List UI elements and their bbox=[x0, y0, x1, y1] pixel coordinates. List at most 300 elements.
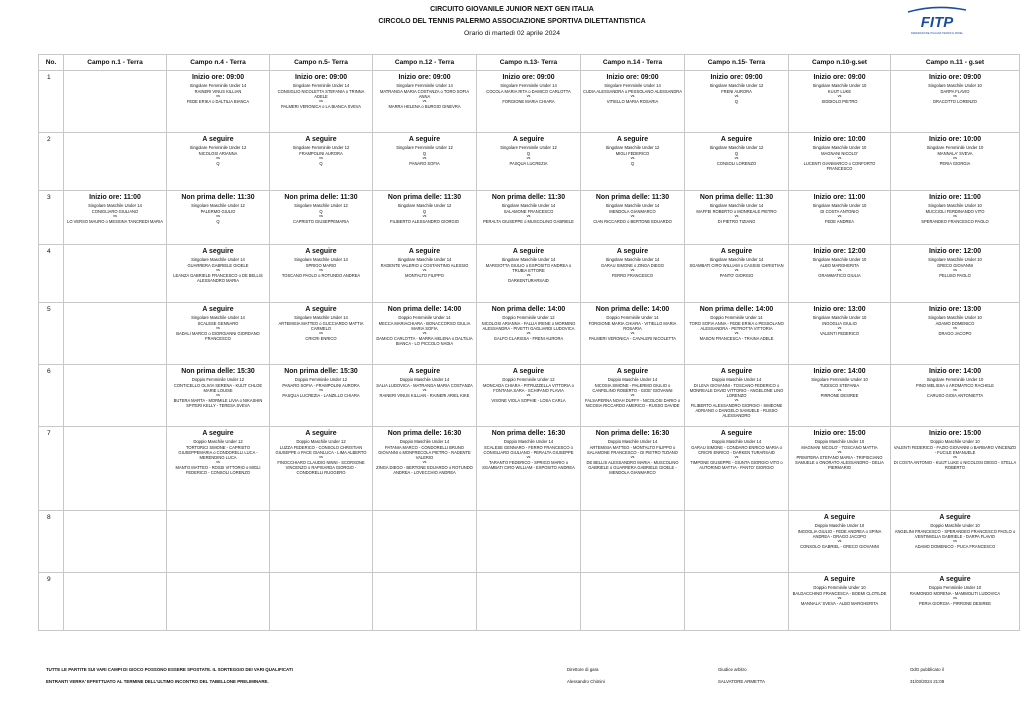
empty-cell bbox=[64, 71, 167, 133]
versus-label: vs bbox=[319, 455, 323, 459]
match-time: Inizio ore: 11:00 bbox=[929, 194, 981, 201]
match-category: Singolare Maschile Under 14 bbox=[294, 257, 348, 262]
match-category: Singolare Maschile Under 14 bbox=[501, 203, 556, 208]
match-category: Doppio Maschile Under 10 bbox=[814, 523, 865, 528]
player-two: FEDE ERIKA o DALTILIA BIANCA bbox=[186, 99, 250, 104]
player-two: GRAMMATICO GIULIA bbox=[818, 273, 861, 278]
player-two: DI PIETRO TIZIANO bbox=[717, 219, 756, 224]
player-one: Q bbox=[422, 151, 427, 156]
column-header-court: Campo n.13- Terra bbox=[477, 55, 581, 71]
match-time: A seguire bbox=[616, 136, 649, 143]
player-one: SCALESE GENNARO - FERRO FRANCESCO o CONIGLIARO GIULIANO - PERALTA GIUSEPPE bbox=[483, 445, 574, 455]
empty-cell bbox=[167, 573, 270, 631]
match-time: A seguire bbox=[939, 514, 971, 521]
match-time: Non prima delle: 14:00 bbox=[699, 306, 774, 313]
versus-label: vs bbox=[422, 268, 427, 272]
match-time: A seguire bbox=[720, 368, 753, 375]
match-category: Singolare Maschile Under 14 bbox=[191, 315, 245, 320]
match-time: A seguire bbox=[408, 368, 441, 375]
empty-cell bbox=[373, 511, 477, 573]
match-category: Doppio Maschile Under 14 bbox=[399, 439, 450, 444]
match-category: Singolare Femminile Under 14 bbox=[396, 83, 453, 88]
match-cell bbox=[789, 427, 891, 511]
match-time: Inizio ore: 09:00 bbox=[191, 74, 245, 81]
player-two: FALSAPERNA NOAH DUFFY - NICOLOSI DARIO o NICOSIA RICCARDO AMERICO - RUSSO DAVIDE bbox=[584, 398, 680, 408]
versus-label: vs bbox=[630, 214, 635, 218]
player-one: ADAMO DOMENICO bbox=[935, 321, 975, 326]
player-two: MARRA HELENA o BURGIO GINEVRA bbox=[388, 104, 461, 109]
match-category: Doppio Maschile Under 10 bbox=[930, 439, 980, 444]
match-category: Singolare Maschile Under 14 bbox=[397, 257, 452, 262]
player-one: ARTEMISIA MATTEO o GUCCIARDO MATTIA CARMELO bbox=[278, 321, 364, 331]
row-number: 2 bbox=[39, 133, 64, 191]
match-cell bbox=[891, 365, 1020, 427]
player-one: SPRIGO MARIO bbox=[305, 263, 337, 268]
player-two: CRICRI ENRICO bbox=[305, 336, 337, 341]
versus-label: vs bbox=[630, 393, 635, 397]
match-cell bbox=[891, 245, 1020, 303]
player-one: MENDOLA GIANMARCO bbox=[609, 209, 656, 214]
match-time: A seguire bbox=[823, 576, 856, 583]
referee-name: SALVATORE ARMETTA bbox=[718, 679, 765, 684]
versus-label: vs bbox=[216, 214, 220, 218]
versus-label: vs bbox=[734, 156, 739, 160]
column-header-court: Campo n.5- Terra bbox=[270, 55, 373, 71]
player-two: CONSOLI LORENZO bbox=[716, 161, 757, 166]
versus-label: vs bbox=[630, 331, 635, 335]
match-time: A seguire bbox=[408, 136, 441, 143]
empty-cell bbox=[581, 573, 685, 631]
match-time: A seguire bbox=[202, 136, 234, 143]
match-time: Inizio ore: 09:00 bbox=[928, 74, 982, 81]
versus-label: vs bbox=[526, 393, 531, 397]
published-label: OdG pubblicato il bbox=[910, 667, 944, 672]
player-one: TUDISCO STEFANIA bbox=[819, 383, 860, 388]
player-two: ZINGA DIEGO - BERTONE EDUARDO o ROTUNDO ANDREA - LOVECCHIO ANDREA bbox=[376, 465, 473, 475]
versus-label: vs bbox=[953, 326, 957, 330]
match-category: Singolare Femminile Under 14 bbox=[500, 83, 557, 88]
match-time: Inizio ore: 09:00 bbox=[294, 74, 348, 81]
column-header-court: Campo n.12 - Terra bbox=[373, 55, 477, 71]
versus-label: vs bbox=[216, 460, 220, 464]
player-two: LUCENTI GIANMARCO o CONFORTO FRANCESCO bbox=[803, 161, 876, 171]
versus-label: vs bbox=[422, 156, 427, 160]
match-cell bbox=[581, 365, 685, 427]
fitp-logo-icon bbox=[906, 6, 968, 42]
match-category: Singolare Femminile Under 12 bbox=[292, 145, 350, 150]
match-time: Inizio ore: 10:00 bbox=[813, 136, 866, 143]
player-two: VISONE VIOLA SOPHIE - LOSA CARLA bbox=[491, 398, 566, 403]
referee-label: Giudice arbitro bbox=[718, 667, 747, 672]
empty-cell bbox=[167, 511, 270, 573]
player-one: VALENTI FEDERICO - FAZIO GIOVANNI o BARBARO VINCENZO - FUCILE EMANUELE bbox=[893, 445, 1017, 455]
versus-label: vs bbox=[837, 388, 842, 392]
match-category: Singolare Maschile Under 10 bbox=[928, 83, 982, 88]
match-time: Inizio ore: 12:00 bbox=[813, 248, 866, 255]
match-cell bbox=[789, 303, 891, 365]
match-category: Singolare Femminile Under 12 bbox=[189, 145, 247, 150]
player-one: RAINERI VINUS KILLIAN bbox=[194, 89, 242, 94]
match-category: Singolare Maschile Under 12 bbox=[605, 145, 660, 150]
player-one: RADENTE VALERIO o COSTANTINO ALESSIO bbox=[380, 263, 469, 268]
player-two: PANARO SOFIA bbox=[409, 161, 440, 166]
match-cell bbox=[477, 303, 581, 365]
table-row bbox=[39, 191, 1020, 245]
empty-cell bbox=[64, 573, 167, 631]
player-two: VITIELLO MARIA ROSARIA bbox=[606, 99, 659, 104]
player-one: NICOSIA SIMONE - PALERMO GIULIO o CANFELINO ROBERTO - GIOE' GIOVANNI bbox=[592, 383, 673, 393]
match-category: Doppio Maschile Under 14 bbox=[711, 439, 762, 444]
match-time: Inizio ore: 09:00 bbox=[813, 74, 866, 81]
table-header-row bbox=[39, 55, 1020, 71]
player-two: PERIA GIORGIA bbox=[939, 161, 971, 166]
match-cell bbox=[789, 71, 891, 133]
versus-label: vs bbox=[734, 214, 739, 218]
table-row bbox=[39, 71, 1020, 133]
player-two: Q bbox=[319, 161, 323, 166]
match-cell bbox=[891, 71, 1020, 133]
match-time: Non prima delle: 11:30 bbox=[284, 194, 358, 201]
match-cell bbox=[581, 133, 685, 191]
match-category: Doppio Maschile Under 10 bbox=[930, 523, 980, 528]
versus-label: vs bbox=[953, 455, 957, 459]
player-one: TORO SOFIA ANNA - FEDE ERIKA o PESSOLANO ALESSANDRA - PETROTTA VITTORIA bbox=[689, 321, 784, 331]
player-one: PALERMO GIULIO bbox=[200, 209, 236, 214]
player-two: FILIBERTO ALESSANDRO GIORGIO - SIMEONE ADRIANO o DANGELO SAMUELE - RUSSO ALESSANDRO bbox=[690, 403, 783, 418]
player-two: PERIA GIORGIA - PIRRONE DESIREE bbox=[919, 601, 991, 606]
match-cell bbox=[477, 365, 581, 427]
player-one: Q bbox=[319, 209, 323, 214]
match-category: Doppio Maschile Under 14 bbox=[399, 377, 450, 382]
match-category: Doppio Femminile Under 14 bbox=[606, 315, 659, 320]
match-cell bbox=[581, 191, 685, 245]
empty-cell bbox=[685, 573, 789, 631]
player-two: PIRRONE DESIREE bbox=[820, 393, 859, 398]
match-cell bbox=[373, 365, 477, 427]
versus-label: vs bbox=[734, 398, 739, 402]
player-two: DE BELLIS ALESSANDRO MARIA - MUSCOLINO GABRIELE o GUARRERA GABRIELE GIOELE - MENDOLA GIANMARCO bbox=[586, 460, 679, 475]
versus-label: vs bbox=[837, 268, 842, 272]
match-time: Non prima delle: 11:30 bbox=[699, 194, 774, 201]
column-header-court: Campo n.14 - Terra bbox=[581, 55, 685, 71]
match-cell bbox=[373, 303, 477, 365]
match-category: Singolare Maschile Under 10 bbox=[812, 145, 867, 150]
player-two: PERALTA GIUSEPPE o MUSCOLINO GABRIELE bbox=[483, 219, 574, 224]
match-time: Non prima delle: 16:30 bbox=[387, 430, 462, 437]
match-time: A seguire bbox=[408, 248, 441, 255]
column-header-court: Campo n.11 - g.set bbox=[891, 55, 1020, 71]
player-one: MUCCIOLI FERDINANDO VITO bbox=[925, 209, 985, 214]
match-category: Singolare Maschile Under 14 bbox=[294, 315, 348, 320]
match-category: Singolare Maschile Under 10 bbox=[812, 257, 867, 262]
player-one: MIGLI FEDERICO bbox=[615, 151, 650, 156]
versus-label: vs bbox=[526, 331, 531, 335]
logo-wordmark: FITP bbox=[920, 14, 954, 31]
player-one: GUARRERA GABRIELE GIOELE bbox=[187, 263, 249, 268]
match-time: Non prima delle: 11:30 bbox=[491, 194, 566, 201]
match-category: Doppio Femminile Under 10 bbox=[813, 585, 866, 590]
row-number: 5 bbox=[39, 303, 64, 365]
player-one: CONIGLIARO GIULIANO bbox=[91, 209, 139, 214]
match-time: A seguire bbox=[720, 430, 753, 437]
empty-cell bbox=[477, 573, 581, 631]
versus-label: vs bbox=[319, 268, 323, 272]
match-time: Inizio ore: 11:00 bbox=[89, 194, 141, 201]
match-cell bbox=[891, 303, 1020, 365]
fitp-logo bbox=[906, 6, 968, 42]
player-two: CAPRISTO GIUSEPPEMARIA bbox=[293, 219, 349, 224]
versus-label: vs bbox=[630, 268, 635, 272]
match-category: Singolare Maschile Under 14 bbox=[605, 203, 660, 208]
row-number: 7 bbox=[39, 427, 64, 511]
player-one: MANNALA' SVEVA bbox=[937, 151, 973, 156]
match-cell bbox=[477, 133, 581, 191]
match-cell bbox=[373, 245, 477, 303]
player-one: INGOGLIA GIULIO - FEDE ANDREA o SPINA ANDREA - DRAGO JACOPO bbox=[797, 529, 882, 539]
versus-label: vs bbox=[734, 331, 739, 335]
page-header bbox=[0, 4, 1024, 40]
player-two: MANTO MATTEO - ROSSI VITTORIO o MIGLI FEDERICO - CONSOLI LORENZO bbox=[175, 465, 261, 475]
match-time: Inizio ore: 10:00 bbox=[928, 136, 982, 143]
versus-label: vs bbox=[630, 94, 635, 98]
player-two: MASON FRANCESCA - TRAINA ADELE bbox=[699, 336, 774, 341]
match-category: Doppio Femminile Under 12 bbox=[502, 377, 555, 382]
player-one: CUDIA ALESSANDRA o PESSOLANO ALESSANDRA bbox=[583, 89, 682, 94]
player-two: FORGIONE MARIA CHIARA bbox=[502, 99, 555, 104]
versus-label: vs bbox=[837, 539, 842, 543]
match-category: Singolare Maschile Under 12 bbox=[294, 203, 348, 208]
match-category: Singolare Maschile Under 10 bbox=[812, 83, 867, 88]
match-cell bbox=[270, 133, 373, 191]
director-name: Alessandro Chimini bbox=[567, 679, 605, 684]
player-one: COCOLA MARIA RITA o DAMICO CARLOTTA bbox=[486, 89, 571, 94]
player-one: GARAU SIMONE o ZINGA DIEGO bbox=[600, 263, 664, 268]
player-one: FORGIONE MARIA CHIARA - VITIELLO MARIA ROSARIA bbox=[588, 321, 677, 331]
player-two: ADAMO DOMENICO - PUCA FRANCESCO bbox=[914, 544, 996, 549]
player-two: TIMPONE GIUSEPPE - GIUNTA GIORGIO VITO o AUTORINO MATTIA - PANTO' GIORGIO bbox=[690, 460, 783, 470]
empty-cell bbox=[270, 573, 373, 631]
column-header-court: Campo n.4 - Terra bbox=[167, 55, 270, 71]
match-time: Inizio ore: 13:00 bbox=[813, 306, 866, 313]
player-one: KUIJT LUKE bbox=[827, 89, 852, 94]
match-time: A seguire bbox=[823, 514, 856, 521]
match-time: A seguire bbox=[512, 136, 545, 143]
match-category: Singolare Femminile Under 14 bbox=[189, 83, 247, 88]
match-time: Non prima delle: 11:30 bbox=[387, 194, 462, 201]
player-two: LO VERSO MAURO o MESSINA TANCREDI MARIA bbox=[67, 219, 163, 224]
match-time: A seguire bbox=[305, 136, 337, 143]
match-time: Inizio ore: 09:00 bbox=[502, 74, 555, 81]
match-cell bbox=[891, 511, 1020, 573]
empty-cell bbox=[477, 511, 581, 573]
player-two: FERRO FRANCESCO bbox=[611, 273, 654, 278]
player-two: PELUSO PAOLO bbox=[939, 273, 971, 278]
player-two: GALFO CLARISSA - FRENI AURORA bbox=[493, 336, 564, 341]
player-one: Q bbox=[526, 151, 531, 156]
match-category: Singolare Femminile Under 14 bbox=[292, 83, 350, 88]
match-cell bbox=[685, 245, 789, 303]
player-one: ARTEMISIA MATTEO - MONTALTO FILIPPO o SALAMONE FRANCESCO - DI PIETRO TIZIANO bbox=[587, 445, 678, 455]
match-category: Singolare Maschile Under 10 bbox=[928, 203, 982, 208]
versus-label: vs bbox=[319, 156, 323, 160]
match-category: Singolare Maschile Under 12 bbox=[397, 203, 452, 208]
match-cell bbox=[477, 191, 581, 245]
versus-label: vs bbox=[216, 94, 220, 98]
player-one: MAGNANI NICOLO' bbox=[821, 151, 858, 156]
versus-label: vs bbox=[953, 388, 957, 392]
match-category: Doppio Maschile Under 14 bbox=[607, 377, 658, 382]
player-two: TARANTO FEDERICO - SPRIGO MARIO o SGAMBATI CIRO WILLIAM - ESPOSITO ANDREA bbox=[482, 460, 575, 470]
player-two: MANNALA' SVEVA - ALBO MARGHERITA bbox=[800, 601, 879, 606]
schedule-date: Orario di martedì 02 aprile 2024 bbox=[464, 30, 560, 37]
match-category: Singolare Maschile Under 10 bbox=[812, 203, 867, 208]
match-time: Inizio ore: 13:00 bbox=[928, 306, 982, 313]
versus-label: vs bbox=[734, 268, 739, 272]
player-one: PINO MELISSA o AROMATICO RACHELE bbox=[916, 383, 994, 388]
match-category: Singolare Maschile Under 12 bbox=[709, 83, 764, 88]
row-number: 1 bbox=[39, 71, 64, 133]
row-number: 6 bbox=[39, 365, 64, 427]
player-one: MAFFEI ROBERTO o MONREALE PIETRO bbox=[696, 209, 777, 214]
match-cell bbox=[891, 191, 1020, 245]
row-number: 9 bbox=[39, 573, 64, 631]
match-category: Doppio Maschile Under 12 bbox=[193, 439, 243, 444]
match-time: Inizio ore: 09:00 bbox=[606, 74, 659, 81]
player-two: FILIBERTO ALESSANDRO GIORGIO bbox=[389, 219, 459, 224]
player-two: BUTERA MARTA - MORMILE LIVIA o NIKASHIN SPITERI KELLY - TERESA SVEVA bbox=[173, 398, 263, 408]
player-two: Q bbox=[216, 161, 220, 166]
match-cell bbox=[789, 245, 891, 303]
column-header-court: Campo n.15- Terra bbox=[685, 55, 789, 71]
player-two: FINOCCHIARO CLAUDIO NINNI - SCORSONE VINCENZO o RAPISARDA GIORGIO - CONDORELLI RUGGERO bbox=[277, 460, 365, 475]
match-cell bbox=[270, 245, 373, 303]
player-two: PALMERI VERONICA o LA BIANCA SVEVA bbox=[281, 104, 361, 109]
player-two: RAINERI VINUS KILLIAN - RAINERI ARIEL KIKE bbox=[379, 393, 470, 398]
published-date: 31/03/2024 21:08 bbox=[910, 679, 945, 684]
empty-cell bbox=[64, 245, 167, 303]
director-label: Direttore di gara bbox=[567, 667, 599, 672]
match-category: Singolare Femminile Under 10 bbox=[926, 377, 984, 382]
match-category: Doppio Femminile Under 12 bbox=[502, 315, 555, 320]
player-one: ANGELINI FRANCESCO - SPERANDEO FRANCESCO PAOLO o VENTIMIGLIA GABRIELE - DARPA FLAVIO bbox=[894, 529, 1016, 539]
player-two: CARUSO GIOIA ANTONIETTA bbox=[926, 393, 984, 398]
versus-label: vs bbox=[837, 450, 842, 454]
player-two: PASQUA LUCREZIA - LANZILLO CHIARA bbox=[282, 393, 360, 398]
row-number: 4 bbox=[39, 245, 64, 303]
player-two: PANTO' GIORGIO bbox=[719, 273, 754, 278]
versus-label: vs bbox=[526, 273, 531, 277]
player-two: BADALI MARCO o GIORGIANNI GIORDANO FRANCESCO bbox=[176, 331, 260, 341]
player-one: NICOLOSI ARIANNA bbox=[198, 151, 238, 156]
versus-label: vs bbox=[837, 326, 842, 330]
versus-label: vs bbox=[319, 99, 323, 103]
player-one: MECCA MARIACHIARA - BONACCORSO GIULIA MARIA SOFIA bbox=[378, 321, 471, 331]
match-time: Inizio ore: 14:00 bbox=[813, 368, 866, 375]
versus-label: vs bbox=[216, 393, 220, 397]
player-one: DARPA FLAVIO bbox=[940, 89, 970, 94]
versus-label: vs bbox=[422, 214, 427, 218]
player-two: Q bbox=[630, 161, 635, 166]
match-category: Singolare Maschile Under 12 bbox=[709, 145, 764, 150]
match-time: A seguire bbox=[305, 306, 337, 313]
player-one: TORTORICI SIMONE - CAPRISTO GIUSEPPEMARIA o CONDORELLI LUCA - MERENDINO LUCA bbox=[178, 445, 258, 460]
match-cell bbox=[685, 365, 789, 427]
match-time: Inizio ore: 09:00 bbox=[710, 74, 763, 81]
player-one: Q bbox=[422, 209, 427, 214]
match-cell bbox=[373, 133, 477, 191]
match-time: A seguire bbox=[202, 430, 234, 437]
empty-cell bbox=[270, 511, 373, 573]
player-one: SALIA LUDOVICA - MATRANGA MARIA COSTANZA bbox=[376, 383, 473, 388]
player-two: PASQUA LUCREZIA bbox=[509, 161, 548, 166]
player-two: LEANZA GABRIELE FRANCESCO o DE BELLIS ALESSANDRO MARIA bbox=[173, 273, 263, 283]
match-category: Doppio Femminile Under 14 bbox=[398, 315, 451, 320]
player-one: SALAMONE FRANCESCO bbox=[503, 209, 554, 214]
match-time: Non prima delle: 14:00 bbox=[387, 306, 462, 313]
player-two: SIDDIOLO PIETRO bbox=[821, 99, 858, 104]
match-time: Non prima delle: 16:30 bbox=[595, 430, 670, 437]
versus-label: vs bbox=[837, 94, 842, 98]
player-one: GRECO GIOVANNI bbox=[937, 263, 973, 268]
match-time: Non prima delle: 11:30 bbox=[181, 194, 255, 201]
row-number: 3 bbox=[39, 191, 64, 245]
player-one: BALDACCHINO FRANCESCA - BOEMI CLOTILDE bbox=[792, 591, 887, 596]
match-time: Non prima delle: 11:30 bbox=[595, 194, 670, 201]
player-one: SCALESE GENNARO bbox=[197, 321, 239, 326]
table-row bbox=[39, 427, 1020, 511]
match-time: A seguire bbox=[939, 576, 971, 583]
player-two: MONTALTO FILIPPO bbox=[405, 273, 444, 278]
versus-label: vs bbox=[953, 268, 957, 272]
versus-label: vs bbox=[837, 214, 842, 218]
match-cell bbox=[270, 427, 373, 511]
versus-label: vs bbox=[319, 388, 323, 392]
match-category: Singolare Maschile Under 14 bbox=[88, 203, 142, 208]
player-one: CONSIGLIO NICOLETTA STEFANIA o TRINNA ADELE bbox=[277, 89, 365, 99]
match-cell bbox=[789, 573, 891, 631]
match-time: Inizio ore: 15:00 bbox=[813, 430, 866, 437]
match-cell bbox=[685, 427, 789, 511]
player-two: VALENTI FEDERICO bbox=[819, 331, 860, 336]
versus-label: vs bbox=[837, 156, 842, 160]
player-two: DARKENTURARSAID bbox=[508, 278, 549, 283]
match-time: Non prima delle: 16:30 bbox=[491, 430, 566, 437]
versus-label: vs bbox=[216, 156, 220, 160]
player-two: DI COSTA ANTONIO - KUIJT LUKE o NICOLOSI DIEGO - STELLA ROBERTO bbox=[893, 460, 1017, 470]
table-row bbox=[39, 245, 1020, 303]
player-one: NICOLOSI ARIANNA - FALLIA IRENE o MORMINO ALESSANDRA - PIVETTI GAGLIARDI LUDOVICA bbox=[481, 321, 576, 331]
table-row bbox=[39, 511, 1020, 573]
versus-label: vs bbox=[422, 388, 427, 392]
match-cell bbox=[477, 427, 581, 511]
versus-label: vs bbox=[953, 94, 957, 98]
match-category: Doppio Maschile Under 14 bbox=[607, 439, 658, 444]
match-time: Non prima delle: 15:30 bbox=[181, 368, 255, 375]
versus-label: vs bbox=[422, 331, 427, 335]
player-one: INGOGLIA GIULIO bbox=[822, 321, 857, 326]
match-category: Doppio Maschile Under 10 bbox=[814, 439, 865, 444]
match-category: Singolare Maschile Under 14 bbox=[501, 257, 556, 262]
versus-label: vs bbox=[734, 455, 739, 459]
empty-cell bbox=[64, 511, 167, 573]
player-one: MATRANGA MARIA COSTANZA o TORO SOFIA ANNA bbox=[379, 89, 470, 99]
match-cell bbox=[891, 133, 1020, 191]
match-cell bbox=[685, 71, 789, 133]
player-one: LUZZA FEDERICO - CONSOLO CHRISTIAN GIUSEPPE o PACE GIANLUCA - LIMA ALBERTO bbox=[275, 445, 367, 455]
match-cell bbox=[167, 365, 270, 427]
player-one: FRENI AURORA bbox=[721, 89, 752, 94]
match-cell bbox=[270, 191, 373, 245]
